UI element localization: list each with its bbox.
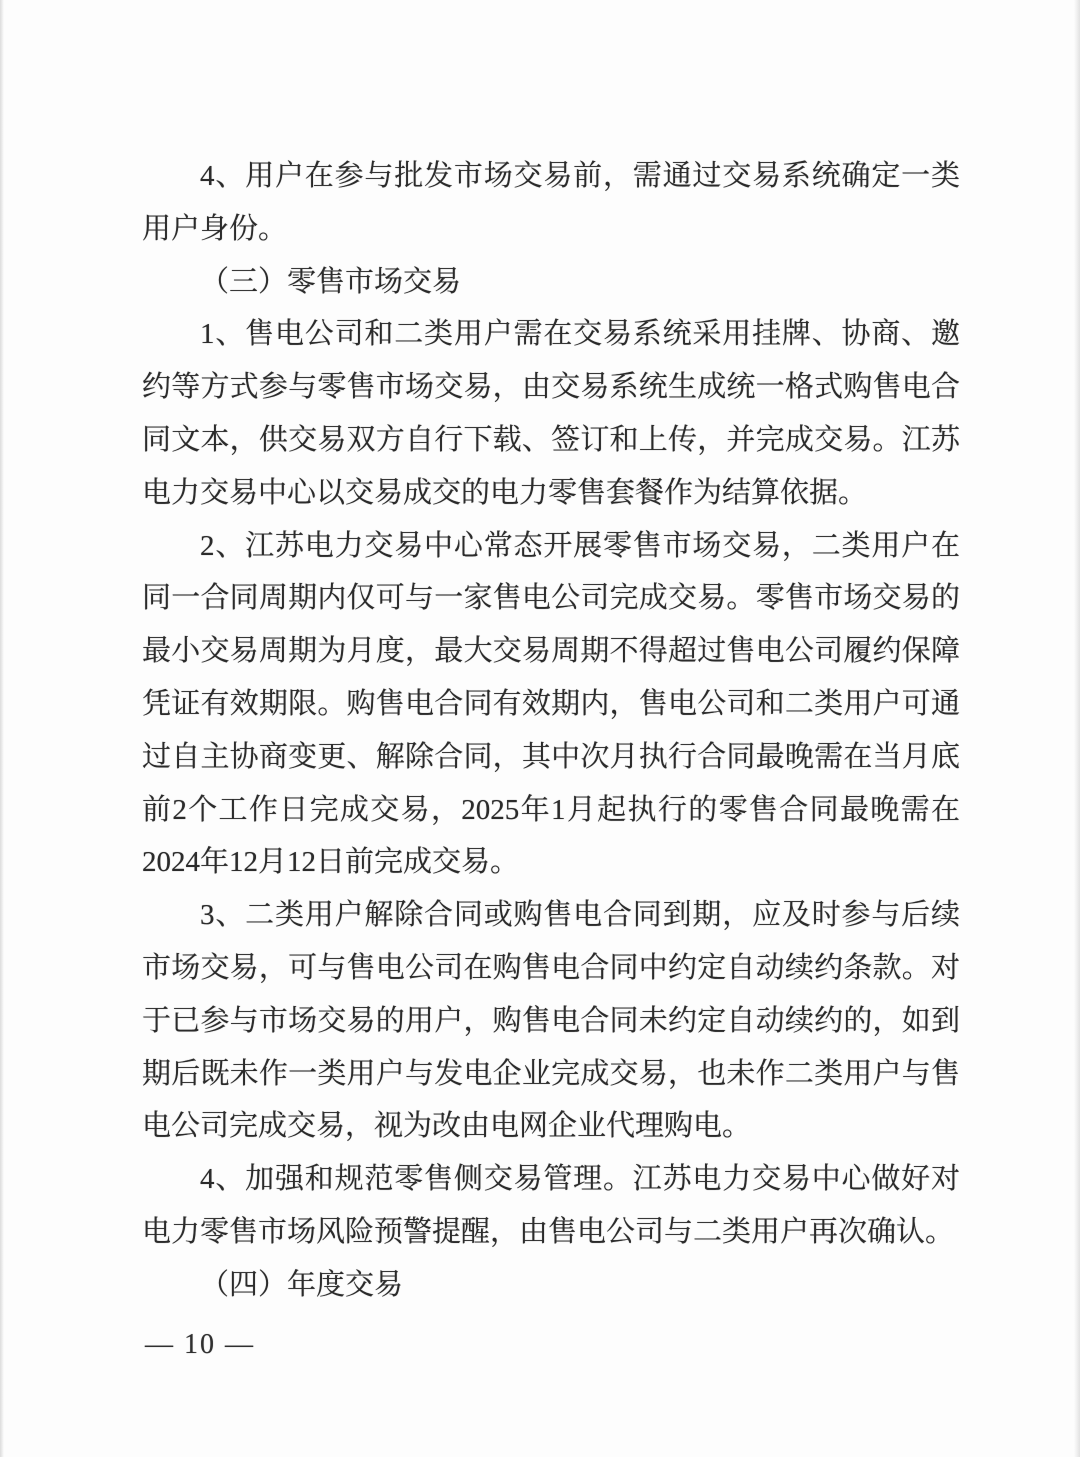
page-number: — 10 — [145,1329,255,1360]
scan-edge-left [0,0,4,1457]
paragraph-item-4-risk-warning: 4、加强和规范零售侧交易管理。江苏电力交易中心做好对电力零售市场风险预警提醒，由售电公司与二类用户再次确认。 [142,1163,960,1248]
paragraph-item-1-listing-negotiation: 1、售电公司和二类用户需在交易系统采用挂牌、协商、邀约等方式参与零售市场交易，由交易系统生成统一格式购售电合同文本，供交易双方自行下载、签订和上传，并完成交易。江苏电力交易中心以交易成交的电力零售套餐作为结算依据。 [142,318,960,509]
paragraph-item-4-wholesale: 4、用户在参与批发市场交易前，需通过交易系统确定一类用户身份。 [142,160,960,245]
section-heading-annual-trading: （四）年度交易 [200,1268,404,1301]
paragraph-item-3-contract-renewal: 3、二类用户解除合同或购售电合同到期，应及时参与后续市场交易，可与售电公司在购售电合同中约定自动续约条款。对于已参与市场交易的用户，购售电合同未约定自动续约的，如到期后既未作一类用户与发电企业完成交易，也未作二类用户与售电公司完成交易，视为改由电网企业代理购电。 [142,899,960,1143]
scan-edge-right [1074,0,1080,1457]
paragraph-item-2-contract-period: 2、江苏电力交易中心常态开展零售市场交易，二类用户在同一合同周期内仅可与一家售电公司完成交易。零售市场交易的最小交易周期为月度，最大交易周期不得超过售电公司履约保障凭证有效期限。购售电合同有效期内，售电公司和二类用户可通过自主协商变更、解除合同，其中次月执行合同最晚需在当月底前2个工作日完成交易，2025年1月起执行的零售合同最晚需在2024年12月12日前完成交易。 [142,529,960,879]
section-heading-retail-market: （三）零售市场交易 [200,265,462,298]
document-body [142,150,960,1312]
